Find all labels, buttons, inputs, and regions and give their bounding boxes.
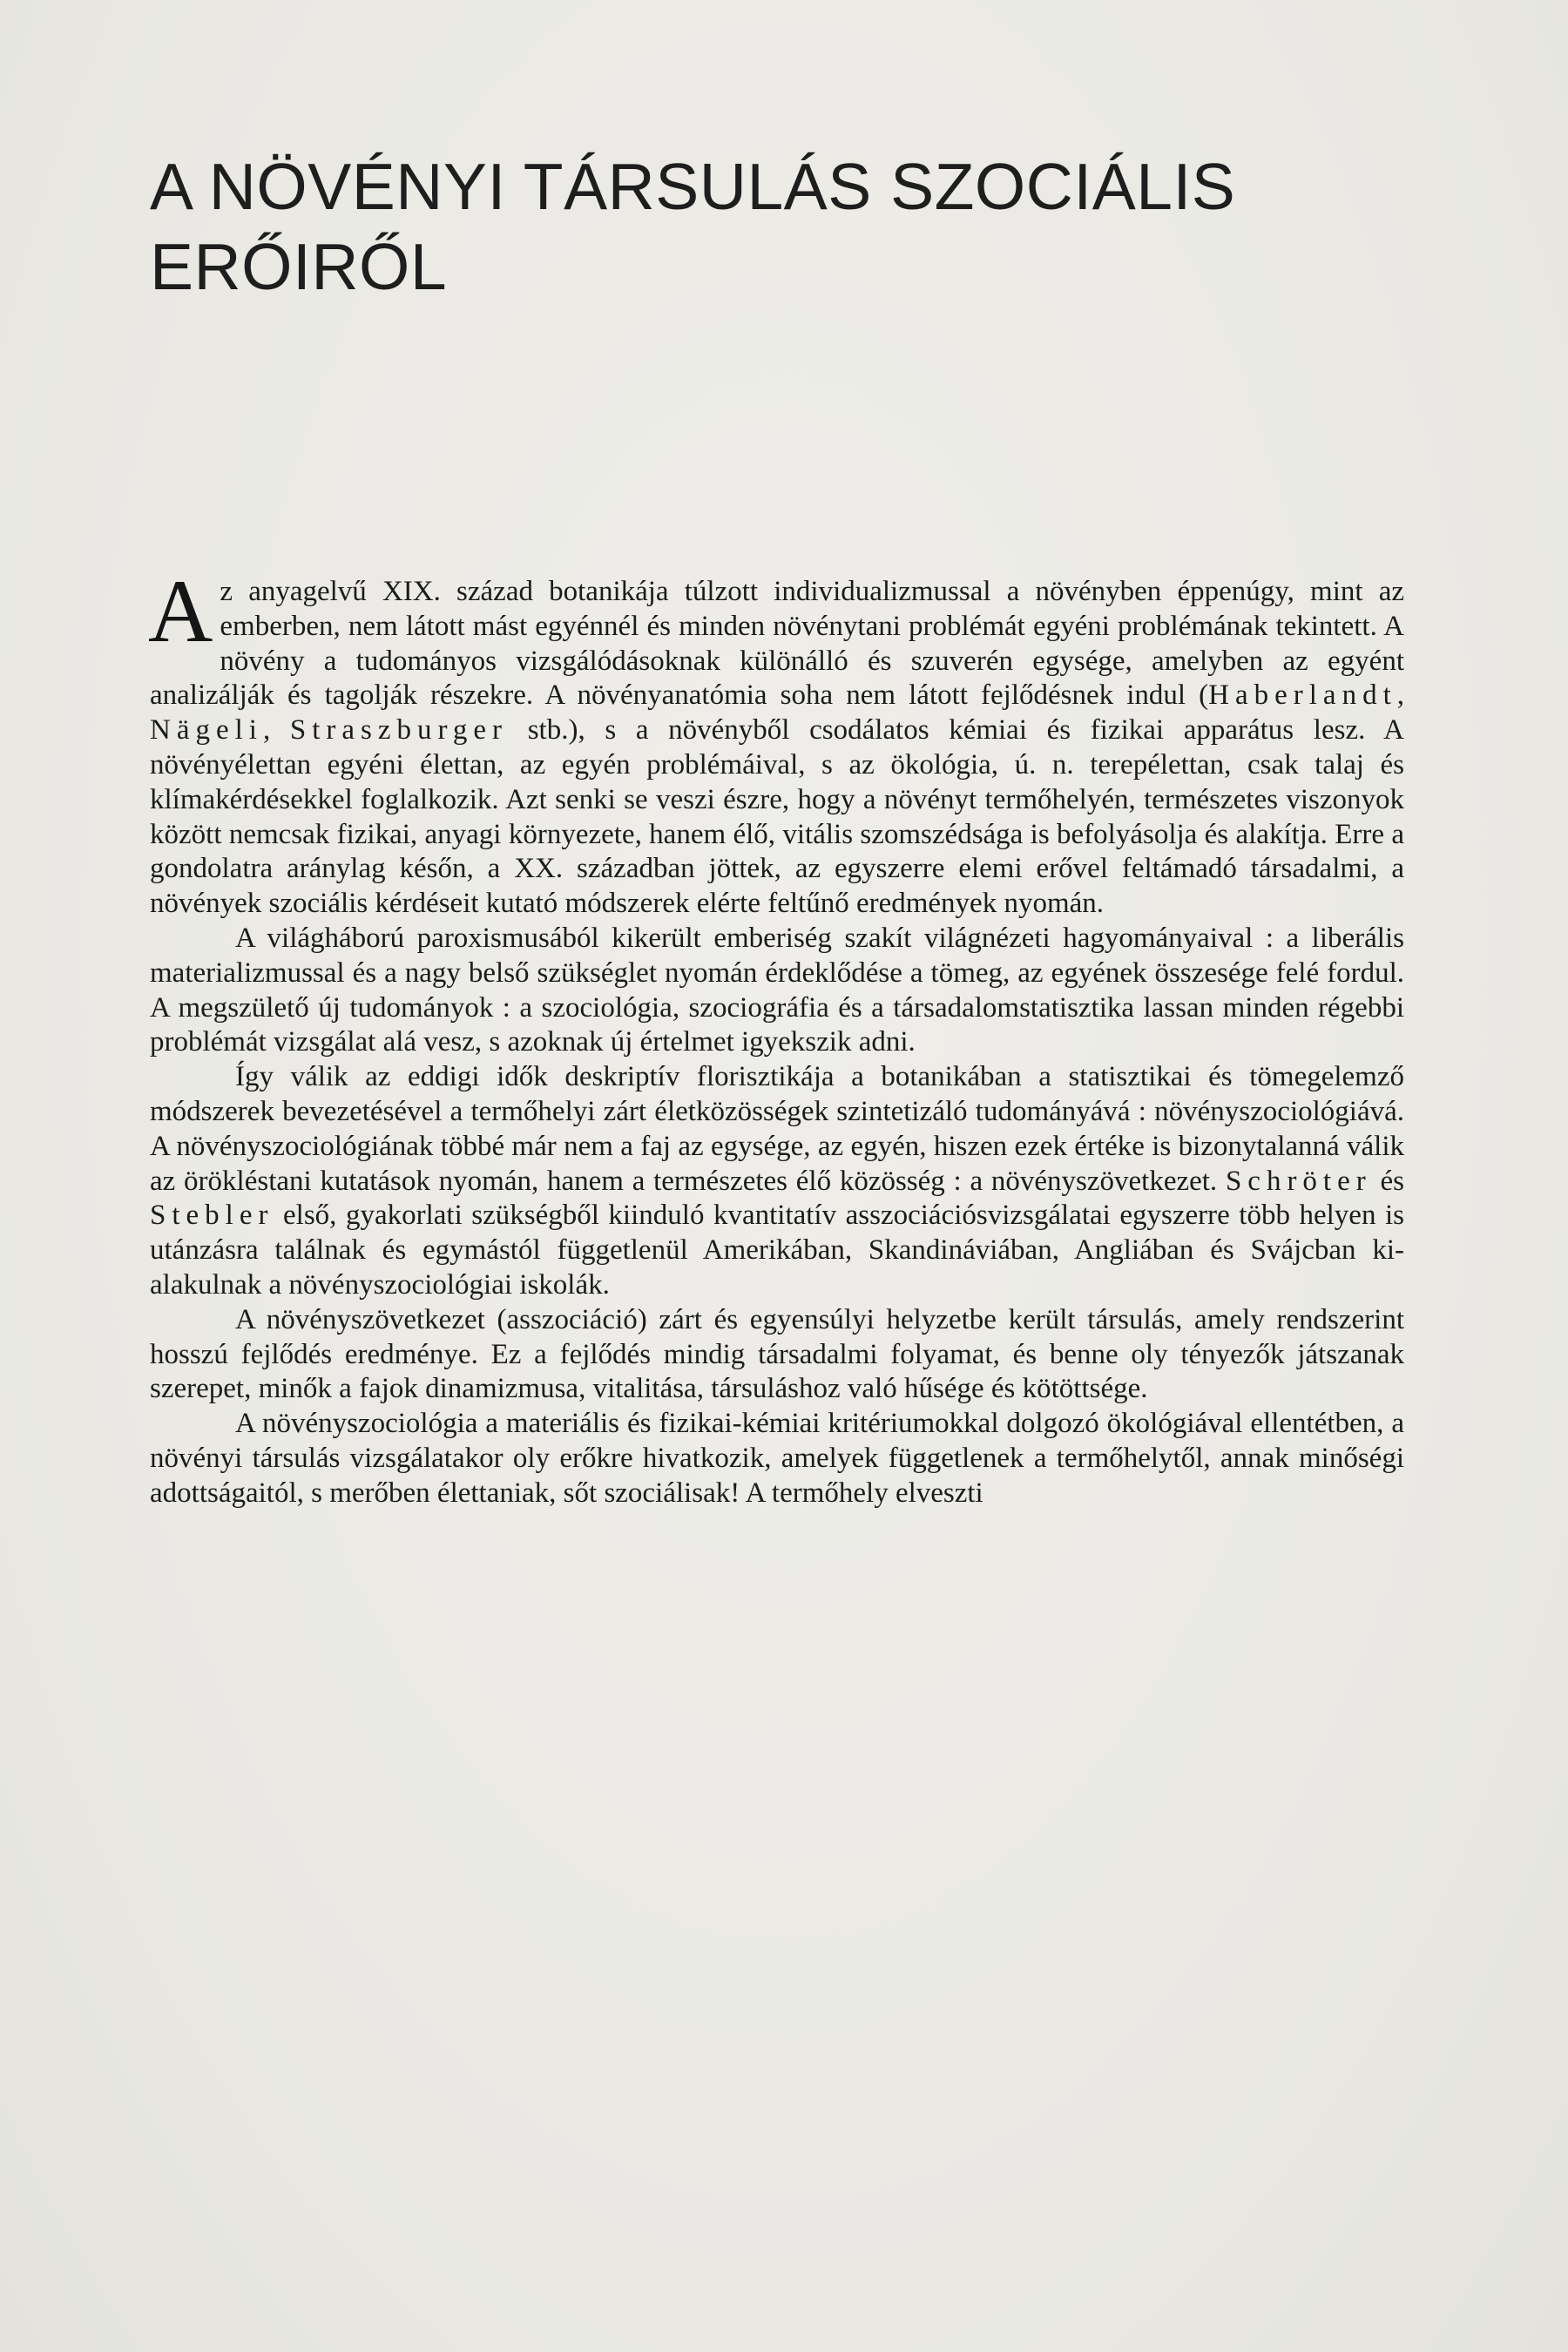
article-body: [148, 562, 1405, 1511]
paragraph-1-text-b: stb.), s a növényből csodálatos kémiai és fizikai apparátus lesz. A növényélettan egyéni élettan, az egyén problémáival, s az ökológia, ú. n. terepélettan, csak talaj és klímakérdésekkel foglalkozik. Azt senki se veszi észre, hogy a növényt termőhelyén, természetes viszonyok között nemcsak fizikai, anyagi környezete, hanem élő, vitális szomszédsága is befolyásolja és alakítja. Erre a gondolatra aránylag későn, a XX. században jöttek, az egyszerre elemi erővel feltámadó társadalmi, a növények szociális kérdéseit kutató módszerek elérte feltűnő eredmények nyomán.: [150, 714, 1405, 920]
author-schroter: Schröter: [1225, 1165, 1372, 1197]
paragraph-1-text-a: z anyagelvű XIX. század botanikája túlzott individualizmussal a növényben éppenúgy, mint az emberben, nem látott mást egyénnél és minden növénytani problémát egyéni problémának tekintett. A növény a tudományos vizsgálódásoknak különálló és szuverén egysége, amelyben az egyént analizálják és tagolják részekre. A növényanatómia soha nem látott fejlődésnek indul (: [150, 576, 1404, 712]
paragraph-4: A növényszövetkezet (asszociáció) zárt és egyensúlyi helyzetbe került társulás, amely rendszerint hosszú fejlődés eredménye. Ez a fejlődés mindig társadalmi folyamat, és benne oly tényezők játszanak szerepet, minők a fajok dinamizmusa, vitalitása, társuláshoz való hűsége és kötöttsége.: [150, 1303, 1404, 1405]
separator: ,: [1396, 679, 1404, 712]
author-stebler: Stebler: [150, 1200, 274, 1232]
author-strasburger: Straszburger: [289, 714, 509, 747]
paragraph-5: A növényszociológia a materiális és fizikai-kémiai kritériumokkal dolgozó ökológiával ellentétben, a növényi társulás vizsgálatakor oly erőkre hivatkozik, amelyek függetlenek a termőhelytől, annak minőségi adottságaitól, s merőben élettaniak, sőt szociálisak! A termőhely elveszti: [150, 1408, 1404, 1509]
paragraph-3-text-a: Így válik az eddigi idők deskriptív florisztikája a botanikában a statisztikai és tömegelemző módszerek bevezetésével a termőhelyi zárt életközösségek szintetizáló tudományává : növényszociológiává. A növényszociológiának többé már nem a faj az egysége, az egyén, hiszen ezek értéke is bizonytalanná válik az örökléstani kutatások nyomán, hanem a természetes élő közösség : a növényszövetkezet.: [150, 1061, 1404, 1197]
separator: ,: [262, 714, 290, 747]
paragraph-3-text-b: első, gyakorlati szükségből kiinduló kvantitatív asszociációsvizsgálatai egyszerre több helyen is utánzásra találnak és egymástól függetlenül Amerikában, Skandináviában, Angliában és Svájcban kialakulnak a növényszociológiai iskolák.: [150, 1200, 1404, 1301]
title-line-1: A NÖVÉNYI TÁRSULÁS SZOCIÁLIS: [150, 150, 1236, 223]
title-line-2: ERŐIRŐL: [150, 230, 448, 303]
conjunction: és: [1371, 1165, 1404, 1197]
paragraph-3: [150, 1060, 1404, 1303]
article-title: [150, 146, 1413, 307]
drop-cap: A: [148, 562, 213, 661]
author-nageli: Nägeli: [150, 714, 263, 747]
paragraph-2: A világháború paroxismusából kikerült emberiség szakít világnézeti hagyományaival : a liberális materializmussal és a nagy belső szükséglet nyomán érdeklődése a tömeg, az egyének összesége felé fordul. A megszülető új tudományok : a szociológia, szociográfia és a társadalomstatisztika lassan minden régebbi problémát vizsgálat alá vesz, s azoknak új értelmet igyekszik adni.: [150, 922, 1404, 1058]
paragraph-1: [148, 562, 1405, 922]
author-haberlandt: Haberlandt: [1208, 679, 1397, 712]
